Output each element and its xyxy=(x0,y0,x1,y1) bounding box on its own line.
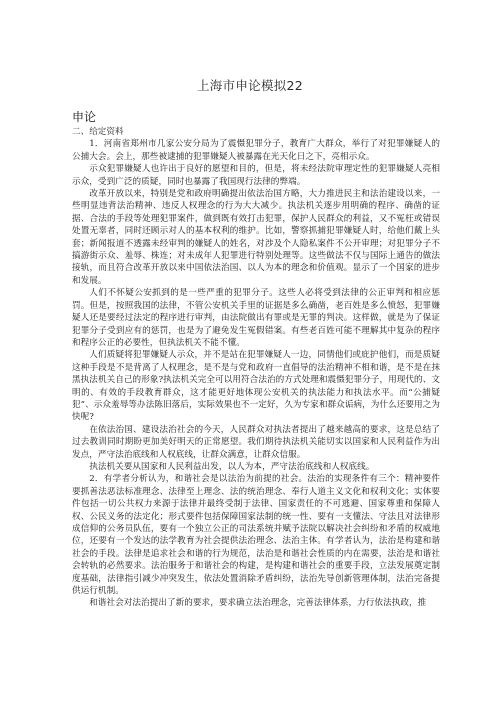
document-body xyxy=(72,108,440,610)
paragraph: 1．河南省郑州市几家公安分局为了震慑犯罪分子，教育广大群众，举行了对犯罪嫌疑人的公捕大会。会上，那些被逮捕的犯罪嫌疑人被暴露在光天化日之下，亮相示众。 xyxy=(72,139,440,162)
section-heading: 申论 xyxy=(72,110,97,124)
paragraph: 改革开放以来，特别是党和政府明确提出依法治国方略，大力推进民主和法治建设以来，一些明显违背法治精神、违反人权理念的行为大大减少。执法机关逐步用明确的程序、确凿的证据、合法的手段等处理犯罪案件，做到既有效打击犯罪，保护人民群众的利益，又不冤枉或错误处置无辜者，同时还顾示对人的基本权利的维护。比如，警察抓捕犯罪嫌疑人时，给他们戴上头套；新闻报道不透露未经审判的嫌疑人的姓名，对涉及个人隐私案件不公开审理；对犯罪分子不搞游街示众、羞辱、株连；对未成年人犯罪进行特别处理等。这些做法不仅与国际上通告的做法接轨，而且符合改革开放以来中国依法治国、以人为本的理念和价值观。显示了一个国家的进步和发展。 xyxy=(72,189,440,286)
paragraph: 人们质疑将犯罪嫌疑人示众，并不是站在犯罪嫌疑人一边，同情他们或庇护他们，而是质疑这种手段是不是背离了人权理念，是不是与党和政府一直倡导的法治精神不相和谐，是不是在抹黑执法机关自己的形象?执法机关完全可以用符合法治的方式处理和震慑犯罪分子，用现代的、文明的、有效的手段教育群众，这才能更好地体现公安机关的执法能力和执法水平。而“公捕疑犯”、示众羞辱等办法陈旧落后，实际效果也不一定好，久为专家和群众诟病，为什么还要用之为快呢? xyxy=(72,350,440,423)
paragraph: 执法机关要从国家和人民利益出发，以人为本，严守法治底线和人权底线。 xyxy=(89,461,375,472)
document-title: 上海市申论模拟22 xyxy=(196,78,304,93)
sub-heading: 二、给定资料 xyxy=(72,127,124,137)
paragraph: 2．有学者分析认为，和谐社会是以法治为前提的社会。法治的实现条件有三个：精神要件要抓善法恶法标准理念、法律至上理念、法的统治理念、奉行人道主义文化和权利文化；实体要件包括一切公共权力来源于法律并最终受制于法律、国家责任的不可逃避、国家尊重和保障人权、公民义务的法定化；形式要件包括保障国家法制的统一性、要有一支懂法、守法且对法律形成信仰的公务员队伍，要有一个独立公正的司法系统并赋予法院以解决社会纠纷和矛盾的权威地位，还要有一个发达的法学教育为社会提供法治理念、法治主体。有学者认为，法治是构建和谐社会的手段。法律是追求社会和谐的行为规范，法治是和谐社会性质的内在需要，法治是和谐社会转轨的必然要求。法治服务于和谐社会的构建，是构建和谐社会的重要手段，立法发展奠定制度基础，法律指引减少冲突发生，依法处置消除矛盾纠纷，法治先导创新管理体制，法治完备提供运行机制。 xyxy=(72,474,440,597)
paragraph: 在依法治国、建设法治社会的今天，人民群众对执法者提出了越来越高的要求，这是总结了过去教训同时期盼更加美好明天的正常愿望。我们期待执法机关能切实以国家和人民利益作为出发点，严守法治底线和人权底线，让群众满意，让群众信服。 xyxy=(72,424,440,460)
paragraph: 示众犯罪嫌疑人也许出于良好的愿望和目的，但是，将未经法院审理定性的犯罪嫌疑人亮相示众，受到广泛的质疑，同时也暴露了我国现行法律的弊端。 xyxy=(72,164,440,187)
paragraph: 人们不怀疑公安抓到的是一些严重的犯罪分子。这些人必将受到法律的公正审判和相应惩罚。但是，按照我国的法律，不管公安机关手里的证据是多么确凿，老百姓是多么愤怒，犯罪嫌疑人还是要经过法定的程序进行审判，由法院做出有罪或是无罪的判决。这样做，就是为了保证犯罪分子受到应有的惩罚，也是为了避免发生冤假错案。有些老百姓可能不理解其中复杂的程序和程序公正的必要性，但执法机关不能不懂。 xyxy=(72,288,440,348)
paragraph: 和谐社会对法治提出了新的要求，要求确立法治理念，完善法律体系，力行依法执政，推 xyxy=(89,598,427,609)
